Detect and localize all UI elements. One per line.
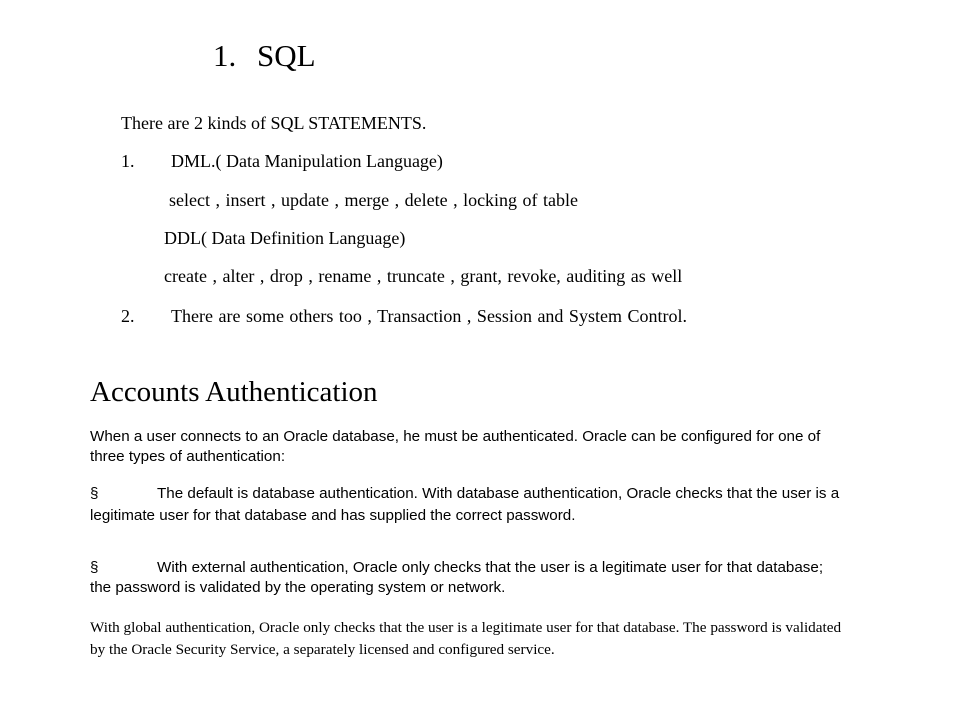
bullet-marker: § <box>90 559 99 576</box>
sql-intro-text: There are 2 kinds of SQL STATEMENTS. <box>121 113 427 133</box>
dml-heading: DML.( Data Manipulation Language) <box>171 151 443 171</box>
dml-commands: select , insert , update , merge , delete , locking of table <box>169 190 579 210</box>
auth-bullet-default <box>90 483 840 527</box>
sql-section-number: 1. <box>213 38 237 73</box>
bullet-marker: § <box>90 485 99 502</box>
others-text: There are some others too , Transaction , Session and System Control. <box>171 306 687 326</box>
sql-section-title: SQL <box>257 38 316 73</box>
dml-list-number: 1. <box>121 151 135 171</box>
others-list-number: 2. <box>121 306 135 326</box>
auth-bullet-text: The default is database authentication. With database authentication, Oracle checks that the user is a legitimate user for that database and has supplied the correct password. <box>90 485 840 524</box>
auth-bullet-external <box>90 558 840 598</box>
auth-bullet-text: With external authentication, Oracle only checks that the user is a legitimate user for that database; the password is validated by the operating system or network. <box>90 559 824 596</box>
auth-section-heading: Accounts Authentication <box>90 376 378 408</box>
auth-global-paragraph: With global authentication, Oracle only checks that the user is a legitimate user for that database. The password is validated by the Oracle Security Service, a separately licensed and configured service. <box>90 619 842 658</box>
auth-intro-paragraph: When a user connects to an Oracle database, he must be authenticated. Oracle can be configured for one of three types of authentication: <box>90 428 821 465</box>
ddl-heading: DDL( Data Definition Language) <box>164 228 406 248</box>
ddl-commands: create , alter , drop , rename , truncate , grant, revoke, auditing as well <box>164 266 683 286</box>
